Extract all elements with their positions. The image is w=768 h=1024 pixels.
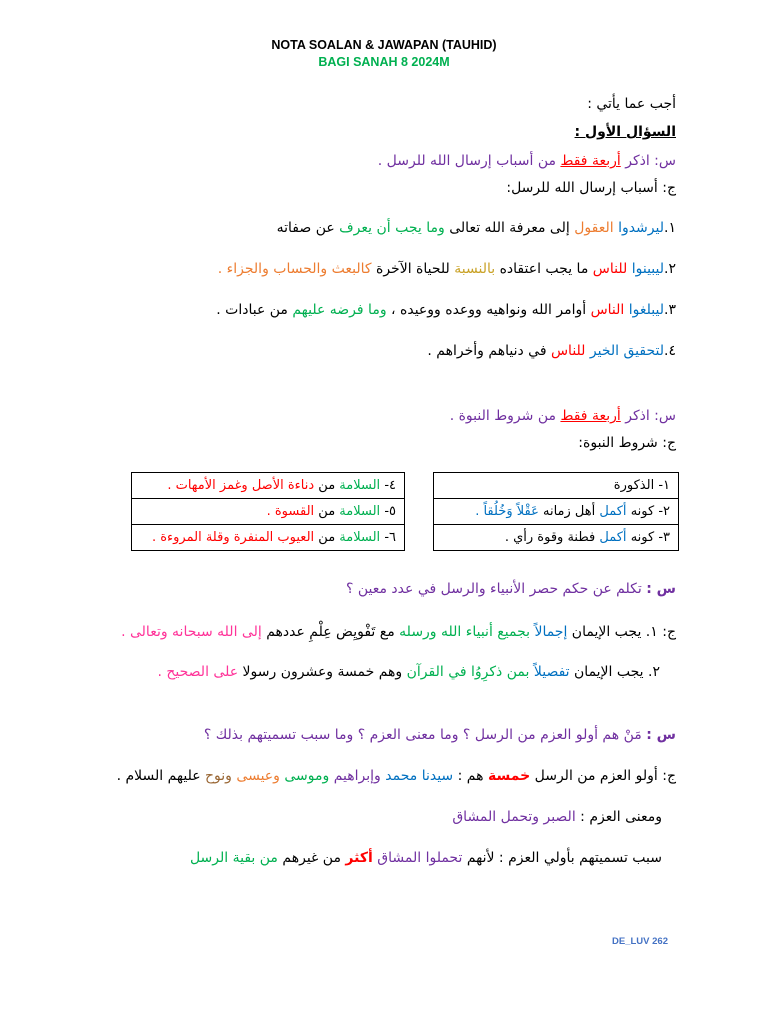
table-row: [434, 525, 679, 551]
q3-prefix: س :: [646, 581, 676, 597]
table-cell: ٥- السلامة من القسوة .: [132, 499, 405, 525]
reason-text: ما يجب اعتقاده: [499, 261, 589, 277]
reason-text: العقول: [574, 220, 614, 236]
answer-text: وهم خمسة وعشرون رسولا: [242, 664, 403, 680]
answer-text: وموسى: [284, 768, 330, 784]
answer-text: عليهم السلام .: [116, 768, 201, 784]
answer-text: خمسة: [487, 768, 531, 784]
question-2: [90, 408, 676, 424]
answer-4-line-2: [90, 809, 662, 825]
q3-rest: تكلم عن حكم حصر الأنبياء والرسل في عدد معين ؟: [345, 581, 642, 597]
answer-text: بجميع أنبياء الله ورسله: [399, 624, 530, 640]
answer-text: وإبراهيم: [333, 768, 381, 784]
answer-text: بمن ذكرِوُا في القرآن: [406, 664, 530, 680]
reason-text: في دنياهم وأخراهم .: [427, 343, 547, 359]
answer-4-line-3: [90, 850, 662, 866]
reason-text: للحياة الآخرة: [376, 261, 450, 277]
q2-prefix: س: اذكر: [625, 408, 676, 424]
reason-text: ليبينوا: [631, 261, 665, 277]
reason-1: [90, 220, 676, 236]
reason-text: للناس: [592, 261, 628, 277]
answer-text: تفصيلاً: [533, 664, 570, 680]
answer-text: من بقية الرسل: [189, 850, 278, 866]
answer-text: إلى الله سبحانه وتعالى .: [121, 624, 262, 640]
question-3: [90, 581, 676, 597]
answer-4-line-1: [90, 768, 676, 784]
reason-text: عن صفاته: [276, 220, 335, 236]
reason-4: [90, 343, 676, 359]
table-row: [434, 499, 679, 525]
table-row: [132, 499, 405, 525]
reason-text: ليبلغوا: [628, 302, 665, 318]
answer-3-line-1: [90, 624, 676, 640]
reason-text: وما فرضه عليهم: [292, 302, 387, 318]
reason-3: [90, 302, 676, 318]
table-row: [434, 473, 679, 499]
section1-heading: السؤال الأول :: [574, 124, 676, 140]
answer-text: إجمالاً: [534, 624, 568, 640]
table-cell: ٦- السلامة من العيوب المنفرة وقلة المروءة .: [132, 525, 405, 551]
q2-highlight: أربعة فقط: [560, 408, 621, 424]
q4-prefix: س :: [646, 727, 676, 743]
reason-text: بالنسبة: [454, 261, 496, 277]
answer-text: مع تَفْويِض عِلْمِ عددهم: [266, 624, 395, 640]
q1-prefix: س: اذكر: [625, 153, 676, 169]
reason-2: [90, 261, 676, 277]
answer-text: تحملوا المشاق: [377, 850, 463, 866]
answer-text: هم :: [457, 768, 484, 784]
question-4: [90, 727, 676, 743]
table-cell: ١- الذكورة: [434, 473, 679, 499]
intro-text: أجب عما يأتي :: [587, 96, 676, 112]
answer-2-intro: ج: شروط النبوة:: [578, 435, 676, 451]
q1-rest: من أسباب إرسال الله للرسل .: [377, 153, 556, 169]
document-subtitle: BAGI SANAH 8 2024M: [318, 55, 450, 69]
answer-text: ومعنى العزم :: [580, 809, 662, 825]
answer-text: ج: أولو العزم من الرسل: [534, 768, 676, 784]
answer-text: ج: ١. يجب الإيمان: [571, 624, 676, 640]
document-title: NOTA SOALAN & JAWAPAN (TAUHID): [271, 38, 497, 52]
answer-1-intro: ج: أسباب إرسال الله للرسل:: [506, 180, 676, 196]
answer-text: وعيسى: [236, 768, 280, 784]
reason-text: كالبعث والحساب والجزاء .: [217, 261, 372, 277]
conditions-table-left: [131, 472, 405, 551]
reason-text: من عبادات .: [216, 302, 288, 318]
q1-highlight: أربعة فقط: [560, 153, 621, 169]
question-1: [90, 153, 676, 169]
answer-text: ٢. يجب الإيمان: [574, 664, 660, 680]
reason-text: لتحقيق الخير: [589, 343, 665, 359]
answer-text: من غيرهم: [282, 850, 341, 866]
reason-text: إلى معرفة الله تعالى: [449, 220, 570, 236]
answer-text: الصبر وتحمل المشاق: [452, 809, 576, 825]
answer-text: سبب تسميتهم بأولي العزم : لأنهم: [466, 850, 662, 866]
answer-text: على الصحيح .: [157, 664, 239, 680]
answer-3-line-2: [90, 664, 660, 680]
table-cell: ٤- السلامة من دناءة الأصل وغمز الأمهات .: [132, 473, 405, 499]
reason-text: الناس: [590, 302, 625, 318]
q4-rest: مَنْ هم أولو العزم من الرسل ؟ وما معنى العزم ؟ وما سبب تسميتهم بذلك ؟: [203, 727, 642, 743]
answer-text: ونوح: [205, 768, 232, 784]
reason-num: ١.: [664, 220, 676, 236]
reason-text: وما يجب أن يعرف: [339, 220, 445, 236]
reason-text: أوامر الله ونواهيه ووعده ووعيده ،: [391, 302, 587, 318]
answer-text: أكثر: [345, 850, 373, 866]
footer-signature: DE_LUV 262: [612, 936, 668, 947]
reason-num: ٢.: [664, 261, 676, 277]
table-cell: ٣- كونه أكمل فطنة وقوة رأي .: [434, 525, 679, 551]
table-cell: ٢- كونه أكمل أهل زمانه عَقْلاً وَخُلُقاً .: [434, 499, 679, 525]
reason-num: ٤.: [664, 343, 676, 359]
answer-text: سيدنا محمد: [385, 768, 454, 784]
q2-rest: من شروط النبوة .: [449, 408, 556, 424]
reason-num: ٣.: [664, 302, 676, 318]
table-row: [132, 473, 405, 499]
reason-text: ليرشدوا: [618, 220, 665, 236]
conditions-table-right: [433, 472, 679, 551]
table-row: [132, 525, 405, 551]
reason-text: للناس: [550, 343, 586, 359]
